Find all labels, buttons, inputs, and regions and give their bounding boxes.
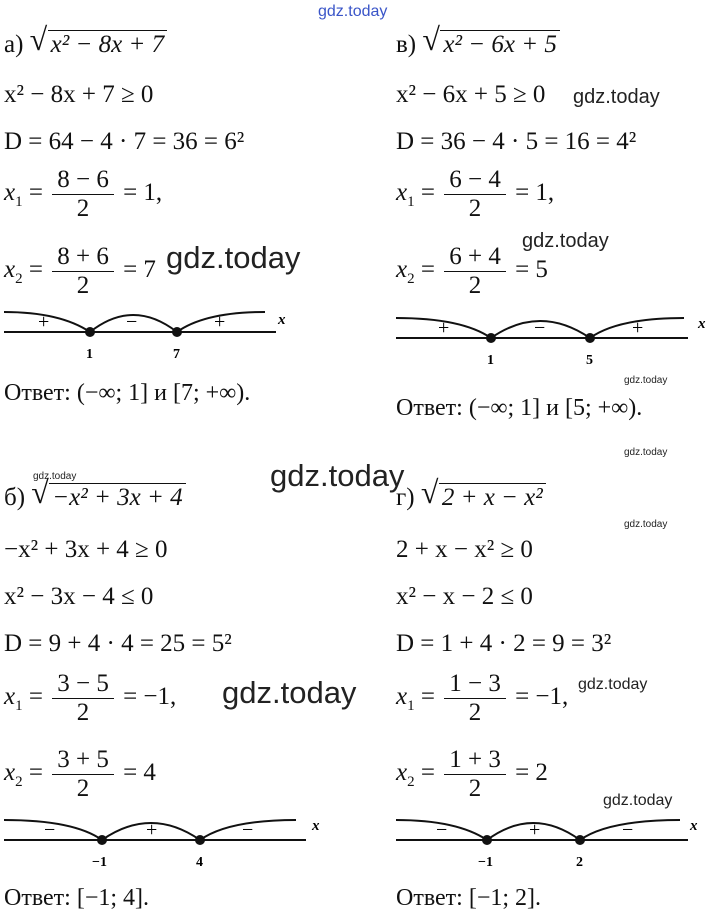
v-root1-fraction: $\frac{6 - 4}{2}$ <box>444 166 506 223</box>
b-root1-fraction: $\frac{3 - 5}{2}$ <box>52 670 114 727</box>
v-radicand: x² − 6x + 5 <box>443 31 557 58</box>
g-number-line <box>392 808 712 872</box>
g-radicand: 2 + x − x² <box>441 484 543 511</box>
a-radicand: x² − 8x + 7 <box>50 31 165 58</box>
g-root1-fraction: $\frac{1 - 3}{2}$ <box>444 670 506 727</box>
g-point-2: 2 <box>576 855 583 870</box>
g-label: г) <box>396 484 415 511</box>
b-point-1: −1 <box>92 855 107 870</box>
a-axis-var: x <box>278 312 286 328</box>
watermark-7: gdz.today <box>33 471 77 482</box>
a-discriminant: D = 64 − 4 · 7 = 36 = 6² <box>4 128 245 155</box>
g-discriminant: D = 1 + 4 · 2 = 9 = 3² <box>396 630 612 657</box>
b-sign-mid: + <box>146 819 158 841</box>
g-inequality: 2 + x − x² ≥ 0 <box>396 536 533 563</box>
a-point-2: 7 <box>173 347 180 362</box>
a-header <box>4 21 167 60</box>
watermark-8: gdz.today <box>624 519 668 530</box>
v-sign-right: + <box>632 317 644 339</box>
watermark-3: gdz.today <box>522 230 609 252</box>
watermark-6: gdz.today <box>270 458 405 493</box>
g-sign-mid: + <box>529 819 541 841</box>
v-root2: $x_2$ = $\frac{6 + 4}{2}$ = 5 <box>396 243 548 299</box>
b-number-line <box>0 808 340 872</box>
b-sqrt: √ −x² + 3x + 4 <box>31 483 185 513</box>
b-inequality: −x² + 3x + 4 ≥ 0 <box>4 536 168 563</box>
v-header <box>396 21 560 60</box>
g-root2: $x_2$ = $\frac{1 + 3}{2}$ = 2 <box>396 746 548 802</box>
b-discriminant: D = 9 + 4 · 4 = 25 = 5² <box>4 630 232 657</box>
g-point-1: −1 <box>478 855 493 870</box>
b-axis-var: x <box>312 818 320 834</box>
watermark-10: gdz.today <box>578 676 648 693</box>
v-inequality: x² − 6x + 5 ≥ 0 <box>396 81 546 108</box>
g-root2-fraction: $\frac{1 + 3}{2}$ <box>444 746 506 803</box>
g-sign-right: − <box>622 819 634 841</box>
b-root2-fraction: $\frac{3 + 5}{2}$ <box>52 746 114 803</box>
b-radicand: −x² + 3x + 4 <box>52 484 183 511</box>
v-point-1: 1 <box>487 353 494 368</box>
a-root2-fraction: $\frac{8 + 6}{2}$ <box>52 243 114 300</box>
b-inequality-2: x² − 3x − 4 ≤ 0 <box>4 583 154 610</box>
v-sqrt: √ x² − 6x + 5 <box>422 30 559 60</box>
v-sign-left: + <box>438 317 450 339</box>
a-number-line <box>0 300 300 364</box>
g-header <box>396 474 546 513</box>
g-answer: Ответ: [−1; 2]. <box>396 885 542 911</box>
b-root1: $x_1$ = $\frac{3 - 5}{2}$ = −1, <box>4 670 177 726</box>
v-label: в) <box>396 31 417 58</box>
b-label: б) <box>4 484 26 511</box>
v-point-2: 5 <box>586 353 593 368</box>
b-answer: Ответ: [−1; 4]. <box>4 885 150 911</box>
a-root2: $x_2$ = $\frac{8 + 6}{2}$ = 7 <box>4 243 156 299</box>
g-sqrt: √ 2 + x − x² <box>421 483 546 513</box>
a-sqrt: √ x² − 8x + 7 <box>30 30 167 60</box>
b-sign-right: − <box>242 819 254 841</box>
a-sign-right: + <box>214 311 226 333</box>
b-point-2: 4 <box>196 855 203 870</box>
watermark-top: gdz.today <box>318 3 388 20</box>
g-root1: $x_1$ = $\frac{1 - 3}{2}$ = −1, <box>396 670 569 726</box>
g-sign-left: − <box>436 819 448 841</box>
a-label: а) <box>4 31 24 58</box>
g-axis-var: x <box>690 818 698 834</box>
watermark-2: gdz.today <box>166 240 301 275</box>
watermark-5: gdz.today <box>624 447 668 458</box>
v-root1: $x_1$ = $\frac{6 - 4}{2}$ = 1, <box>396 166 555 222</box>
a-answer: Ответ: (−∞; 1] и [7; +∞). <box>4 380 251 406</box>
v-sign-mid: − <box>534 317 546 339</box>
watermark-4: gdz.today <box>624 375 668 386</box>
v-answer: Ответ: (−∞; 1] и [5; +∞). <box>396 395 643 421</box>
v-axis-var: x <box>698 316 706 332</box>
a-inequality: x² − 8x + 7 ≥ 0 <box>4 81 154 108</box>
v-root2-fraction: $\frac{6 + 4}{2}$ <box>444 243 506 300</box>
g-inequality-2: x² − x − 2 ≤ 0 <box>396 583 533 610</box>
a-root1-fraction: $\frac{8 - 6}{2}$ <box>52 166 114 223</box>
a-point-1: 1 <box>86 347 93 362</box>
a-root1: $x_1$ = $\frac{8 - 6}{2}$ = 1, <box>4 166 163 222</box>
a-sign-left: + <box>38 311 50 333</box>
v-discriminant: D = 36 − 4 · 5 = 16 = 4² <box>396 128 637 155</box>
watermark-9: gdz.today <box>222 675 357 710</box>
a-sign-mid: − <box>126 311 138 333</box>
watermark-11: gdz.today <box>603 792 673 809</box>
watermark-1: gdz.today <box>573 86 660 108</box>
v-number-line <box>392 306 712 370</box>
b-root2: $x_2$ = $\frac{3 + 5}{2}$ = 4 <box>4 746 156 802</box>
b-sign-left: − <box>44 819 56 841</box>
